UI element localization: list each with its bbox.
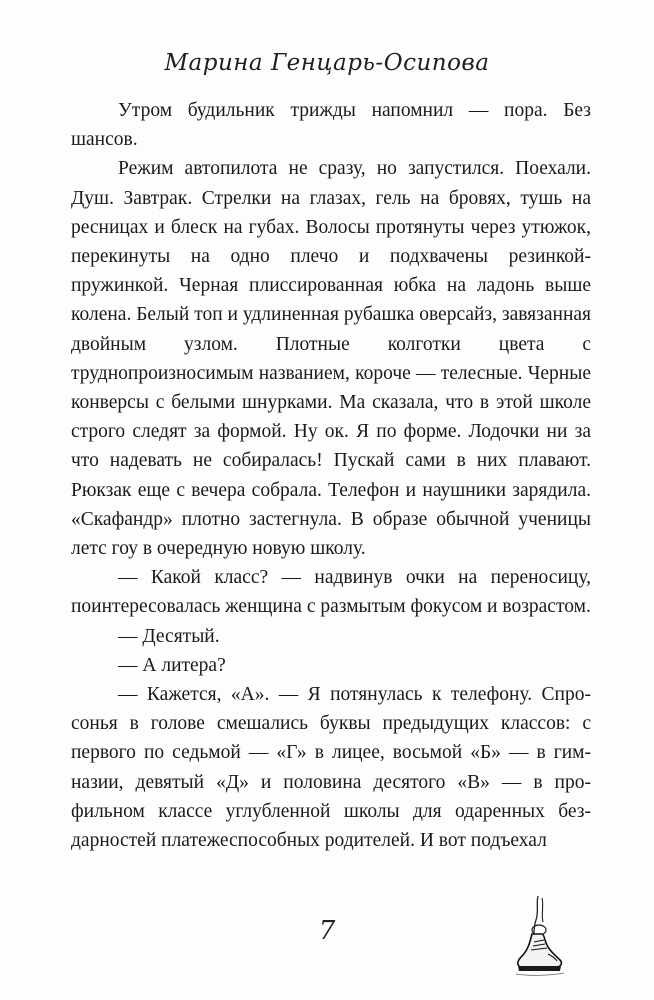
paragraph: — А литера? <box>118 654 226 676</box>
paragraph: — Десятый. <box>118 625 220 647</box>
running-head-author: Марина Генцарь-Осипова <box>164 50 490 76</box>
paragraph: — Какой класс? — надвинув очки на переносицу, поинтересовалась женщина с размытым фокусом и возрастом. <box>71 567 591 618</box>
paragraph: — Кажется, «А». — Я потянулась к телефону. Спросонья в голове смешались буквы предыдущих классов: с первого по седьмой — «Г» в лицее, восьмой «Б» — в гимназии, девятый «Д» и половина десятого «В» — в профильном классе углубленной школы для одаренных бездарностей платежеспособных родителей. И вот подъехал <box>71 684 591 852</box>
sneaker-icon <box>508 890 568 980</box>
paragraph: Режим автопилота не сразу, но запустился. Поехали. Душ. Завтрак. Стрелки на глазах, гель на бровях, тушь на ресницах и блеск на губах. Волосы протянуты через утюжок, перекинуты на одно плечо и подхвачены резинкой-пружинкой. Черная плиссированная юбка на ладонь выше колена. Белый топ и удлиненная рубашка оверсайз, завязанная двойным узлом. Плотные колготки цвета с труднопроизносимым названием, короче — телесные. Черные конверсы с белыми шнурками. Ма сказала, что в этой школе строго следят за формой. Ну ок. Я по форме. Лодочки ни за что надевать не собиралась! Пускай сами в них плавают. Рюкзак еще с вечера собрала. Телефон и наушники зарядила. «Скафандр» плотно застегнула. В образе обычной ученицы летс гоу в очередную новую школу. <box>71 158 592 560</box>
body-text <box>71 96 591 855</box>
paragraph: Утром будильник трижды напомнил — пора. Без шансов. <box>71 100 591 151</box>
page-number: 7 <box>318 916 336 946</box>
